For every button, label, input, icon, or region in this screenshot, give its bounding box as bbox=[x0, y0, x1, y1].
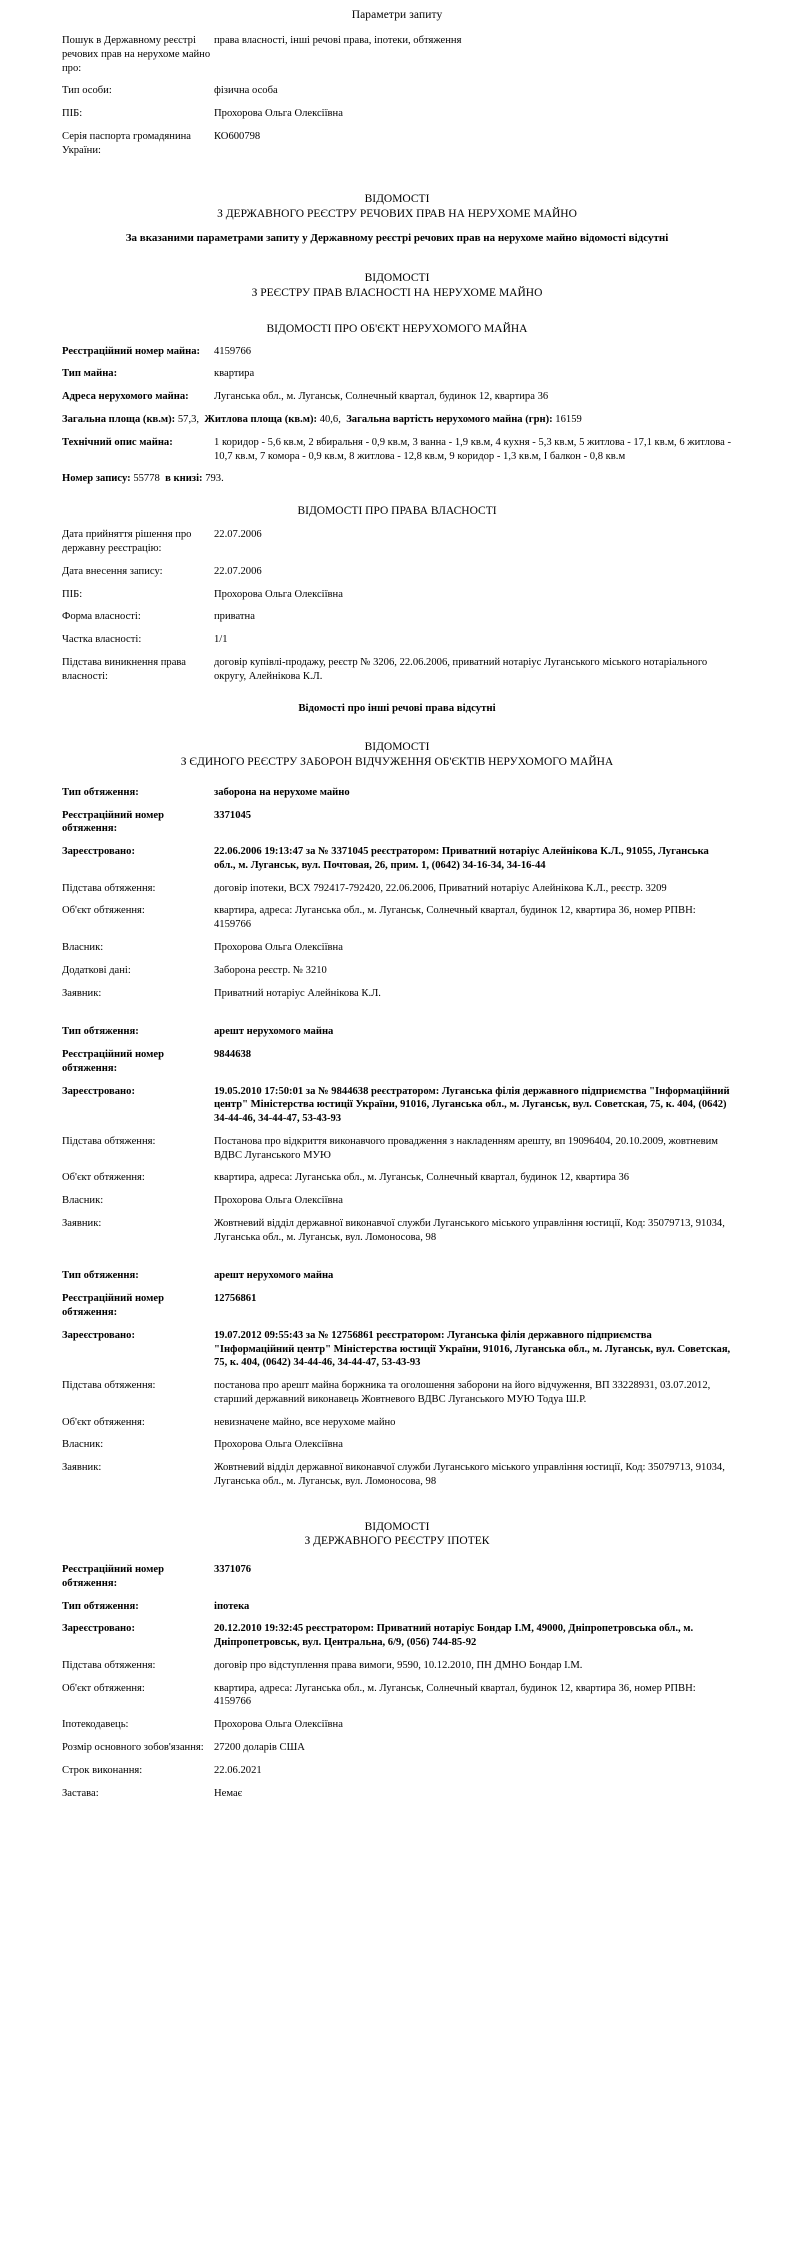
table-row bbox=[62, 1292, 732, 1329]
field-label: Застава: bbox=[62, 1787, 99, 1799]
encumbrance-block bbox=[62, 1269, 732, 1497]
table-row bbox=[62, 528, 732, 565]
section-heading-line2: З РЕЄСТРУ ПРАВ ВЛАСНОСТІ НА НЕРУХОМЕ МАЙНО bbox=[251, 286, 543, 299]
table-row bbox=[62, 1048, 732, 1085]
field-value: Заборона реєстр. № 3210 bbox=[214, 964, 327, 976]
field-value: 22.06.2021 bbox=[214, 1764, 262, 1776]
field-value: постанова про арешт майна боржника та оголошення заборони на його відчуження, ВП 33228931, 03.07.2012, старший державний виконавець Жовтневого ВДВС Луганського МУЮ Тодуа Ш.Р. bbox=[214, 1380, 711, 1405]
field-value: квартира bbox=[214, 368, 255, 380]
field-value: Жовтневий відділ державної виконавчої служби Луганського міського управління юстиції, Код: 35079713, 91034, Луганська обл., м. Луганськ, вул. Ломоносова, 98 bbox=[214, 1217, 725, 1243]
encumbrance-table bbox=[62, 1025, 732, 1253]
field-label: Заявник: bbox=[62, 1462, 102, 1474]
field-label: Зареєстровано: bbox=[62, 1085, 135, 1097]
section-heading-line2: З ДЕРЖАВНОГО РЕЄСТРУ ІПОТЕК bbox=[304, 1535, 490, 1548]
section-heading-prohibition bbox=[62, 740, 732, 769]
table-row bbox=[62, 588, 732, 611]
table-row bbox=[62, 1416, 732, 1439]
section-heading-mortgage bbox=[62, 1520, 732, 1549]
field-value: Прохорова Ольга Олексіївна bbox=[214, 1719, 343, 1731]
section-heading-line1: ВІДОМОСТІ bbox=[364, 193, 430, 206]
field-label: Реєстраційний номер обтяження: bbox=[62, 809, 164, 835]
table-row bbox=[62, 882, 732, 905]
field-value: арешт нерухомого майна bbox=[214, 1270, 334, 1282]
ownership-rights-heading: ВІДОМОСТІ ПРО ПРАВА ВЛАСНОСТІ bbox=[297, 505, 497, 518]
field-value: 9844638 bbox=[214, 1049, 252, 1061]
living-area-value: 40,6 bbox=[319, 413, 339, 425]
total-area-label: Загальна площа (кв.м): bbox=[62, 413, 176, 425]
page-title: Параметри запиту bbox=[351, 9, 443, 21]
total-value-value: 16159 bbox=[555, 413, 582, 425]
area-summary-line: Загальна площа (кв.м): 57,3, Житлова площа (кв.м): 40,6, Загальна вартість нерухомого майна (грн): 16159 bbox=[62, 413, 582, 425]
query-parameters-table bbox=[62, 34, 732, 166]
field-label: Строк виконання: bbox=[62, 1764, 143, 1776]
field-value: 22.06.2006 19:13:47 за № 3371045 реєстратором: Приватний нотаріус Алейнікова К.Л., 91055, Луганська обл., м. Луганськ, вул. Почтовая, 26, прим. 1, (0642) 34-16-34, 34-16-44 bbox=[214, 846, 709, 871]
field-value: 27200 доларів США bbox=[214, 1741, 305, 1753]
field-value: Приватний нотаріус Алейнікова К.Л. bbox=[214, 987, 381, 999]
table-row bbox=[62, 1171, 732, 1194]
table-row bbox=[62, 633, 732, 656]
field-value: 22.07.2006 bbox=[214, 565, 262, 577]
record-number-label: Номер запису: bbox=[62, 473, 131, 485]
table-row bbox=[62, 656, 732, 693]
field-label: Іпотекодавець: bbox=[62, 1719, 129, 1731]
tech-description-table bbox=[62, 436, 732, 473]
table-row bbox=[62, 786, 732, 809]
field-label: Підстава обтяження: bbox=[62, 1659, 156, 1671]
field-label: Реєстраційний номер обтяження: bbox=[62, 1564, 164, 1589]
table-row bbox=[62, 1659, 732, 1682]
record-number-line: Номер запису: 55778 в книзі: 793. bbox=[62, 473, 224, 485]
field-label: Реєстраційний номер майна: bbox=[62, 345, 201, 357]
field-value: КО600798 bbox=[214, 130, 261, 142]
table-row bbox=[62, 107, 732, 130]
table-row bbox=[62, 809, 732, 846]
field-label: Тип обтяження: bbox=[62, 1270, 139, 1282]
field-value: 19.07.2012 09:55:43 за № 12756861 реєстратором: Луганська філія державного підприємства "Інформаційний центр" Міністерства юстиції України, 91016, Луганська обл., м. Луганськ, вул. Советская, 75, к. 404, (0642) 34-44-46, 34-44-47, 53-43-93 bbox=[214, 1329, 731, 1369]
field-label: Об'єкт обтяження: bbox=[62, 905, 145, 917]
table-row bbox=[62, 1787, 732, 1810]
table-row bbox=[62, 1600, 732, 1623]
table-row bbox=[62, 1379, 732, 1416]
table-row bbox=[62, 845, 732, 882]
field-value: квартира, адреса: Луганська обл., м. Луганськ, Солнечный квартал, будинок 12, квартира 36, номер РПВН: 4159766 bbox=[214, 1682, 696, 1708]
table-row bbox=[62, 367, 732, 390]
table-row bbox=[62, 987, 732, 1010]
table-row bbox=[62, 565, 732, 588]
object-info-table bbox=[62, 345, 732, 413]
section-heading-line1: ВІДОМОСТІ bbox=[364, 272, 430, 285]
field-value: 3371076 bbox=[214, 1564, 252, 1576]
field-value: Жовтневий відділ державної виконавчої служби Луганського міського управління юстиції, Код: 35079713, 91034, Луганська обл., м. Луганськ, вул. Ломоносова, 98 bbox=[214, 1462, 725, 1487]
section-rrp-note: За вказаними параметрами запиту у Державному реєстрі речових прав на нерухоме майно відомості відсутні bbox=[125, 231, 669, 244]
field-label: Заявник: bbox=[62, 987, 102, 999]
field-value: 22.07.2006 bbox=[214, 529, 262, 541]
spacer bbox=[62, 1549, 732, 1563]
section-heading-line1: ВІДОМОСТІ bbox=[364, 1520, 430, 1533]
table-row bbox=[62, 1194, 732, 1217]
table-row bbox=[62, 390, 732, 413]
field-label: Тип особи: bbox=[62, 85, 112, 97]
table-row bbox=[62, 941, 732, 964]
field-value: Прохорова Ольга Олексіївна bbox=[214, 1439, 343, 1451]
field-label: Адреса нерухомого майна: bbox=[62, 391, 189, 403]
field-label: Підстава обтяження: bbox=[62, 882, 156, 894]
table-row bbox=[62, 1563, 732, 1600]
field-value: приватна bbox=[214, 611, 255, 623]
table-row bbox=[62, 1461, 732, 1498]
field-value: заборона на нерухоме майно bbox=[214, 786, 350, 798]
field-value: Прохорова Ольга Олексіївна bbox=[214, 588, 343, 600]
field-value: Прохорова Ольга Олексіївна bbox=[214, 941, 343, 953]
field-label: Пошук в Державному реєстрі речових прав на нерухоме майно про: bbox=[62, 35, 211, 74]
field-label: Реєстраційний номер обтяження: bbox=[62, 1049, 164, 1074]
field-value: Прохорова Ольга Олексіївна bbox=[214, 1195, 343, 1207]
field-label: Форма власності: bbox=[62, 611, 141, 623]
field-value: 1/1 bbox=[214, 634, 228, 646]
table-row bbox=[62, 34, 732, 84]
field-value: Постанова про відкриття виконавчого провадження з накладенням арешту, вп 19096404, 20.10.2009, жовтневим ВДВС Луганського МУЮ bbox=[214, 1135, 719, 1161]
field-label: Зареєстровано: bbox=[62, 1623, 135, 1635]
field-label: Тип обтяження: bbox=[62, 1600, 139, 1612]
table-row bbox=[62, 1085, 732, 1135]
table-row bbox=[62, 1764, 732, 1787]
other-rights-note: Відомості про інші речові права відсутні bbox=[298, 702, 496, 715]
field-label: Об'єкт обтяження: bbox=[62, 1416, 145, 1428]
mortgage-table bbox=[62, 1563, 732, 1809]
table-row bbox=[62, 1622, 732, 1659]
table-row bbox=[62, 1718, 732, 1741]
table-row bbox=[62, 1269, 732, 1292]
field-label: Технічний опис майна: bbox=[62, 436, 173, 448]
field-value: Прохорова Ольга Олексіївна bbox=[214, 108, 343, 120]
field-value: 19.05.2010 17:50:01 за № 9844638 реєстратором: Луганська філія державного підприємства "Інформаційний центр" Міністерства юстиції України, 91016, Луганська обл., м. Луганськ, вул. Советская, 75, к. 404, (0642) 34-44-46, 34-44-47, 53-43-93 bbox=[214, 1085, 730, 1125]
encumbrance-table bbox=[62, 786, 732, 1009]
field-label: Зареєстровано: bbox=[62, 1329, 135, 1341]
field-value: арешт нерухомого майна bbox=[214, 1026, 334, 1038]
record-book-value: 793 bbox=[205, 473, 222, 485]
field-label: Реєстраційний номер обтяження: bbox=[62, 1293, 164, 1318]
field-label: ПІБ: bbox=[62, 108, 83, 120]
section-heading-ownership bbox=[62, 271, 732, 300]
table-row bbox=[62, 345, 732, 368]
field-label: Підстава виникнення права власності: bbox=[62, 656, 186, 682]
field-label: Дата прийняття рішення про державну реєстрацію: bbox=[62, 529, 192, 555]
table-row bbox=[62, 1741, 732, 1764]
field-value: 4159766 bbox=[214, 345, 252, 357]
field-label: Власник: bbox=[62, 941, 104, 953]
field-value: Луганська обл., м. Луганськ, Солнечный квартал, будинок 12, квартира 36 bbox=[214, 391, 549, 403]
record-number-value: 55778 bbox=[133, 473, 160, 485]
table-row bbox=[62, 1135, 732, 1172]
field-value: 12756861 bbox=[214, 1293, 257, 1305]
field-label: Об'єкт обтяження: bbox=[62, 1172, 145, 1184]
object-info-heading: ВІДОМОСТІ ПРО ОБ'ЄКТ НЕРУХОМОГО МАЙНА bbox=[266, 322, 528, 335]
field-label: Власник: bbox=[62, 1439, 104, 1451]
section-heading-line1: ВІДОМОСТІ bbox=[364, 741, 430, 754]
field-label: Заявник: bbox=[62, 1217, 102, 1229]
field-label: Розмір основного зобов'язання: bbox=[62, 1741, 204, 1753]
field-value: договір про відступлення права вимоги, 9590, 10.12.2010, ПН ДМНО Бондар І.М. bbox=[214, 1659, 583, 1671]
field-value: квартира, адреса: Луганська обл., м. Луганськ, Солнечный квартал, будинок 12, квартира 36, номер РПВН: 4159766 bbox=[214, 905, 696, 931]
total-area-value: 57,3 bbox=[177, 413, 197, 425]
table-row bbox=[62, 1682, 732, 1719]
field-label: Підстава обтяження: bbox=[62, 1135, 156, 1147]
field-value: квартира, адреса: Луганська обл., м. Луганськ, Солнечный квартал, будинок 12, квартира 36 bbox=[214, 1172, 630, 1184]
field-value: фізична особа bbox=[214, 85, 278, 97]
field-value: Немає bbox=[214, 1787, 243, 1799]
total-value-label: Загальна вартість нерухомого майна (грн): bbox=[346, 413, 553, 425]
field-value: договір купівлі-продажу, реєстр № 3206, 22.06.2006, приватний нотаріус Луганського міського нотаріального округу, Алейнікова К.Л. bbox=[214, 656, 708, 682]
field-value: іпотека bbox=[214, 1600, 250, 1612]
field-label: Зареєстровано: bbox=[62, 846, 135, 858]
encumbrance-block bbox=[62, 786, 732, 1009]
field-label: Об'єкт обтяження: bbox=[62, 1682, 145, 1694]
table-row bbox=[62, 964, 732, 987]
encumbrance-table bbox=[62, 1269, 732, 1497]
field-value: 3371045 bbox=[214, 809, 252, 821]
field-label: Тип майна: bbox=[62, 368, 118, 380]
table-row bbox=[62, 1329, 732, 1379]
living-area-label: Житлова площа (кв.м): bbox=[204, 413, 318, 425]
table-row bbox=[62, 1217, 732, 1254]
encumbrance-block bbox=[62, 1025, 732, 1253]
field-label: Тип обтяження: bbox=[62, 1026, 139, 1038]
section-heading-line2: З ДЕРЖАВНОГО РЕЄСТРУ РЕЧОВИХ ПРАВ НА НЕРУХОМЕ МАЙНО bbox=[217, 208, 577, 221]
field-label: ПІБ: bbox=[62, 588, 83, 600]
field-label: Додаткові дані: bbox=[62, 964, 131, 976]
table-row bbox=[62, 84, 732, 107]
field-label: Частка власності: bbox=[62, 634, 142, 646]
table-row bbox=[62, 904, 732, 941]
section-heading-line2: З ЄДИНОГО РЕЄСТРУ ЗАБОРОН ВІДЧУЖЕННЯ ОБ'ЄКТІВ НЕРУХОМОГО МАЙНА bbox=[180, 756, 614, 769]
field-value: 20.12.2010 19:32:45 реєстратором: Приватний нотаріус Бондар І.М, 49000, Дніпропетровська обл., м. Дніпропетровськ, вул. Центральна, 6/9, (056) 744-85-92 bbox=[214, 1623, 694, 1649]
table-row bbox=[62, 610, 732, 633]
field-label: Дата внесення запису: bbox=[62, 565, 163, 577]
ownership-rights-table bbox=[62, 528, 732, 692]
table-row bbox=[62, 130, 732, 167]
table-row bbox=[62, 1025, 732, 1048]
record-book-label: в книзі: bbox=[165, 473, 203, 485]
field-value: невизначене майно, все нерухоме майно bbox=[214, 1416, 396, 1428]
table-row bbox=[62, 1438, 732, 1461]
field-label: Підстава обтяження: bbox=[62, 1380, 156, 1392]
field-value: права власності, інші речові права, іпотеки, обтяження bbox=[214, 35, 462, 46]
field-label: Серія паспорта громадянина України: bbox=[62, 130, 192, 156]
field-value: 1 коридор - 5,6 кв.м, 2 вбиральня - 0,9 кв.м, 3 ванна - 1,9 кв.м, 4 кухня - 5,3 кв.м, 5 житлова - 17,1 кв.м, 6 житлова - 10,7 кв.м, 7 комора - 0,9 кв.м, 8 житлова - 12,8 кв.м, 9 коридор - 1,3 кв.м, І балкон - 0,8 кв.м bbox=[214, 436, 731, 462]
table-row bbox=[62, 436, 732, 473]
field-label: Тип обтяження: bbox=[62, 786, 139, 798]
field-label: Власник: bbox=[62, 1195, 104, 1207]
section-heading-rrp bbox=[62, 192, 732, 221]
field-value: договір іпотеки, ВСХ 792417-792420, 22.06.2006, Приватний нотаріус Алейнікова К.Л., реєстр. 3209 bbox=[214, 882, 667, 894]
